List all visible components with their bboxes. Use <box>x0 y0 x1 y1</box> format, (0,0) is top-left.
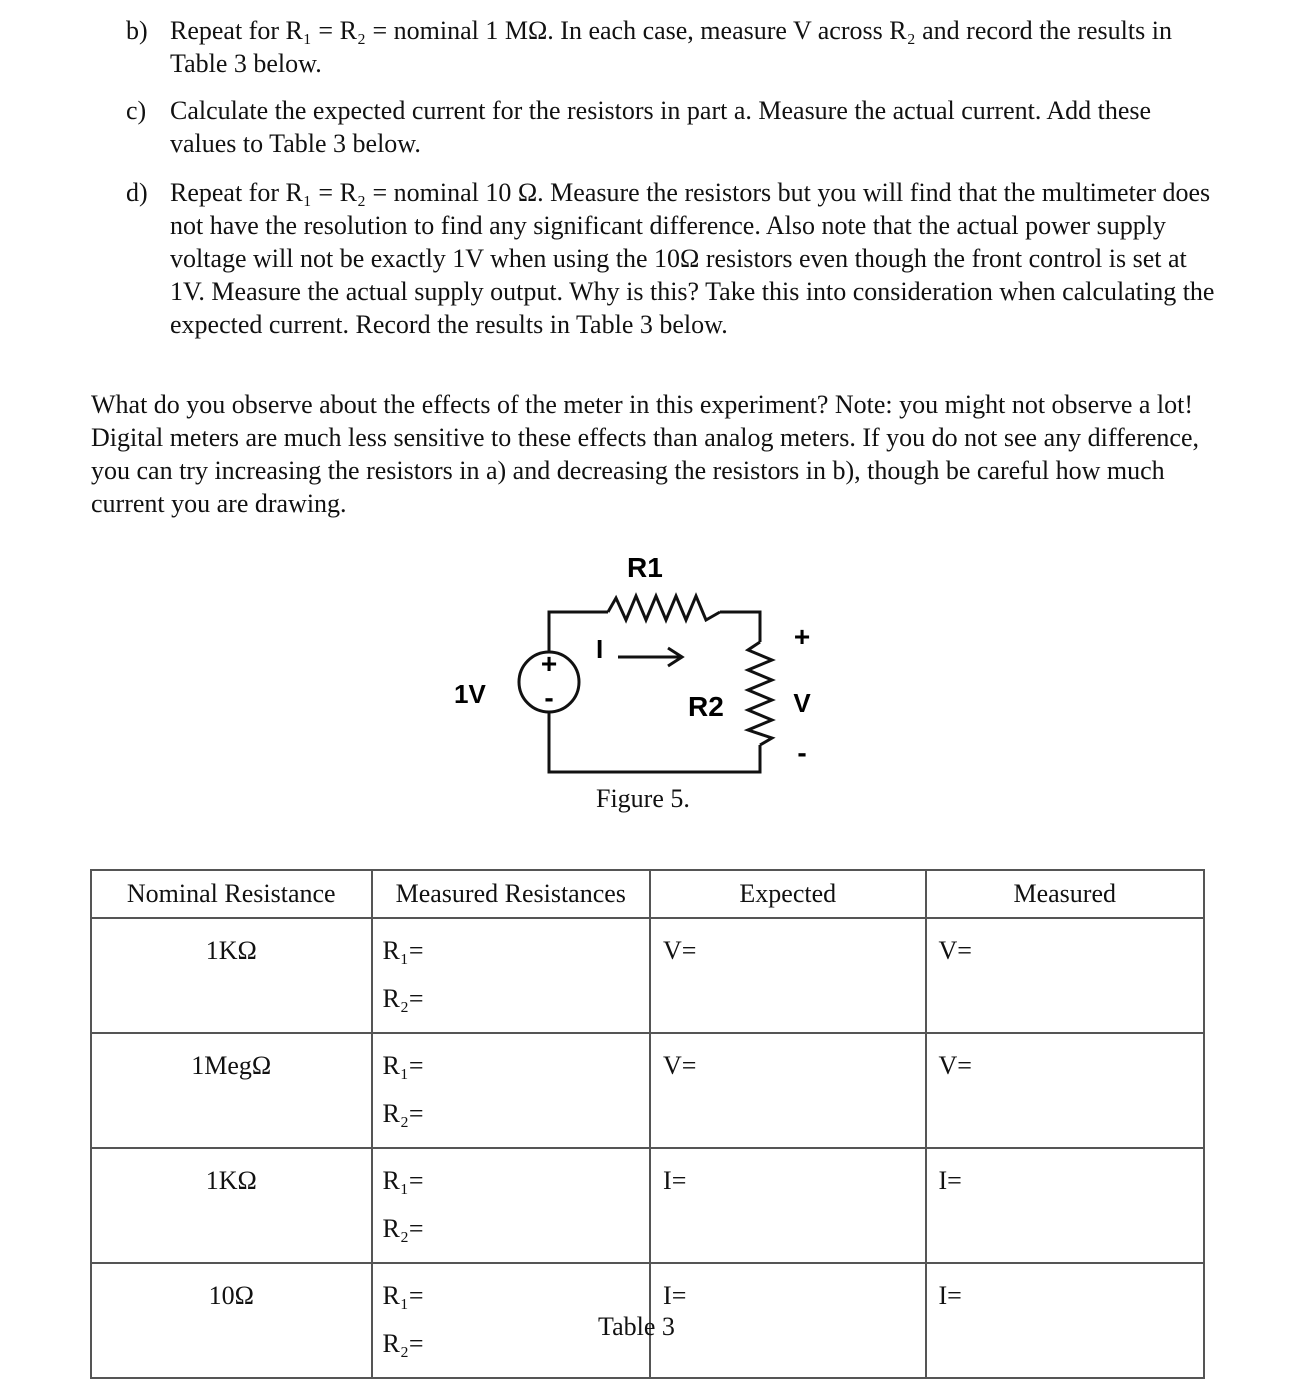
measured-resistance-cell[interactable] <box>372 918 651 1033</box>
instruction-d-text: Repeat for R₁ = R₂ = nominal 10 Ω. Measure the resistors but you will find that the multimeter does not have the resolution to find any significant difference. Also note that the actual power supply voltage will not be exactly 1V when using the 10Ω resistors even though the front control is set at 1V. Measure the actual supply output. Why is this? Take this into consideration when calculating the expected current. Record the results in Table 3 below. <box>170 178 1215 339</box>
r2-field[interactable]: R₂= <box>382 1099 424 1128</box>
results-table <box>90 869 1205 1379</box>
observation-paragraph: What do you observe about the effects of the meter in this experiment? Note: you might not observe a lot! Digital meters are much less sensitive to these effects than analog meters. If you do not see any difference, you can try increasing the resistors in a) and decreasing the resistors in b), though be careful how much current you are drawing. <box>91 390 1199 518</box>
header-measured-resistances: Measured Resistances <box>372 870 651 918</box>
expected-cell[interactable]: I= <box>650 1148 925 1263</box>
figure-caption: Figure 5. <box>596 784 690 813</box>
voltage-plus-sign: + <box>793 621 811 652</box>
voltage-label: V <box>793 688 811 718</box>
r1-resistor-symbol <box>608 596 720 620</box>
r2-label: R2 <box>688 691 724 722</box>
r2-field[interactable]: R₂= <box>382 984 424 1013</box>
measured-cell[interactable]: I= <box>926 1263 1205 1378</box>
instruction-c <box>126 94 1216 160</box>
measured-resistance-cell[interactable] <box>372 1148 651 1263</box>
expected-cell[interactable]: I= <box>650 1263 925 1378</box>
circuit-diagram <box>430 540 830 780</box>
nominal-cell: 1KΩ <box>91 918 372 1033</box>
circuit-wires <box>549 612 760 772</box>
instruction-b-label: b) <box>126 16 148 45</box>
table-caption-partial: Table 3 <box>598 1312 675 1341</box>
r1-label: R1 <box>627 552 663 583</box>
instruction-b-text: Repeat for R₁ = R₂ = nominal 1 MΩ. In each case, measure V across R₂ and record the results in Table 3 below. <box>170 16 1172 78</box>
table-row <box>91 1033 1204 1148</box>
measured-resistance-cell[interactable] <box>372 1033 651 1148</box>
current-arrow <box>618 648 682 666</box>
measured-cell[interactable]: V= <box>926 1033 1205 1148</box>
r2-field[interactable]: R₂= <box>382 1329 424 1358</box>
measured-cell[interactable]: V= <box>926 918 1205 1033</box>
r1-field[interactable]: R₁= <box>382 1051 424 1080</box>
voltage-minus-sign: - <box>797 737 807 768</box>
measured-cell[interactable]: I= <box>926 1148 1205 1263</box>
nominal-cell: 10Ω <box>91 1263 372 1378</box>
table-row <box>91 1148 1204 1263</box>
source-voltage-label: 1V <box>454 679 486 709</box>
source-plus-sign: + <box>540 648 558 679</box>
header-expected: Expected <box>650 870 925 918</box>
r2-resistor-symbol <box>748 642 772 745</box>
header-nominal: Nominal Resistance <box>91 870 372 918</box>
expected-cell[interactable]: V= <box>650 918 925 1033</box>
table-header-row <box>91 870 1204 918</box>
header-measured: Measured <box>926 870 1205 918</box>
table-row <box>91 918 1204 1033</box>
r1-field[interactable]: R₁= <box>382 1281 424 1310</box>
expected-cell[interactable]: V= <box>650 1033 925 1148</box>
r1-field[interactable]: R₁= <box>382 1166 424 1195</box>
current-label: I <box>596 634 604 664</box>
nominal-cell: 1KΩ <box>91 1148 372 1263</box>
instruction-b <box>126 14 1216 80</box>
instruction-c-label: c) <box>126 96 147 125</box>
instruction-d <box>126 176 1216 341</box>
instruction-d-label: d) <box>126 178 148 207</box>
nominal-cell: 1MegΩ <box>91 1033 372 1148</box>
r2-field[interactable]: R₂= <box>382 1214 424 1243</box>
instruction-c-text: Calculate the expected current for the resistors in part a. Measure the actual current. Add these values to Table 3 below. <box>170 96 1152 158</box>
r1-field[interactable]: R₁= <box>382 936 424 965</box>
source-minus-sign: - <box>544 682 554 713</box>
